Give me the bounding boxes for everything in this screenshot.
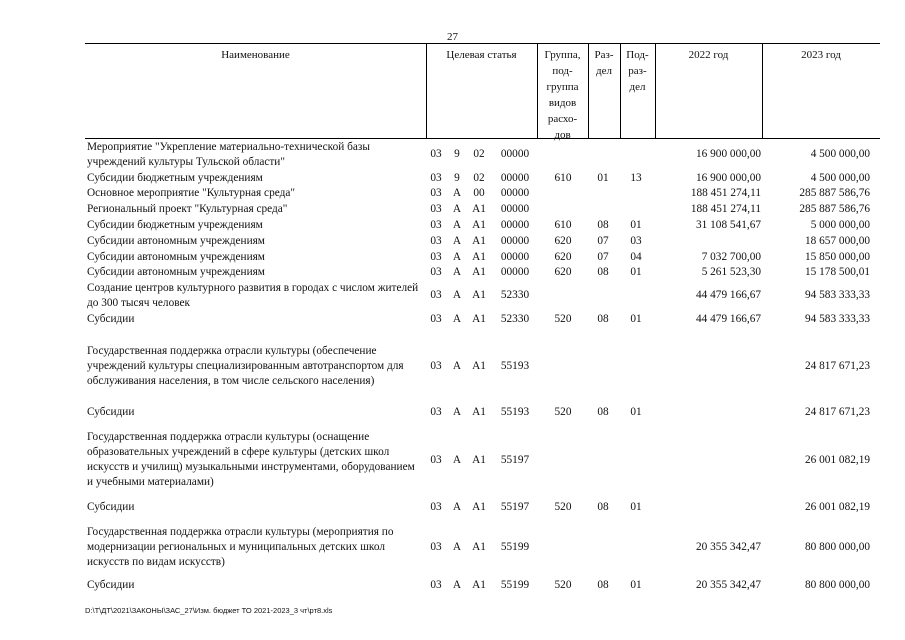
row-subsection: 01 bbox=[630, 266, 642, 278]
header-section: Раз- дел bbox=[594, 49, 614, 77]
row-name: Региональный проект "Культурная среда" bbox=[87, 203, 288, 215]
row-c3: А1 bbox=[472, 406, 486, 418]
row-subsection: 04 bbox=[630, 251, 642, 263]
row-c4: 00000 bbox=[500, 148, 530, 160]
row-subsection: 01 bbox=[630, 219, 642, 231]
row-c1: 03 bbox=[430, 187, 442, 199]
row-c4: 00000 bbox=[500, 235, 530, 247]
row-section: 08 bbox=[597, 501, 609, 513]
row-name: Субсидии bbox=[87, 501, 135, 513]
row-c3: А1 bbox=[472, 501, 486, 513]
header-group: Группа, под- группа видов расхо- дов bbox=[544, 49, 581, 141]
row-c2: 9 bbox=[454, 148, 460, 160]
row-c1: 03 bbox=[430, 313, 442, 325]
row-name: Субсидии автономным учреждениям bbox=[87, 266, 265, 278]
row-y2023: 24 817 671,23 bbox=[805, 406, 870, 418]
header-name: Наименование bbox=[221, 49, 290, 61]
row-c3: А1 bbox=[472, 203, 486, 215]
row-y2023: 5 000 000,00 bbox=[810, 219, 870, 231]
row-group: 520 bbox=[554, 579, 572, 591]
row-c3: А1 bbox=[472, 219, 486, 231]
row-c2: А bbox=[452, 251, 462, 263]
footer-path: D:\Т\ДТ\2021\ЗАКОНЫ\ЗАС_27\Изм. бюджет ТО 2021-2023_3 чт\рт8.xls bbox=[85, 606, 333, 615]
row-c2: А bbox=[452, 203, 462, 215]
table-header bbox=[85, 43, 880, 139]
row-c3: 02 bbox=[473, 172, 485, 184]
row-y2022: 7 032 700,00 bbox=[701, 251, 761, 263]
row-c1: 03 bbox=[430, 579, 442, 591]
row-group: 610 bbox=[554, 172, 572, 184]
row-y2022: 44 479 166,67 bbox=[696, 313, 761, 325]
row-section: 01 bbox=[597, 172, 609, 184]
row-c1: 03 bbox=[430, 266, 442, 278]
row-c3: А1 bbox=[472, 360, 486, 372]
row-c1: 03 bbox=[430, 235, 442, 247]
row-c4: 52330 bbox=[500, 313, 530, 325]
row-c2: А bbox=[452, 579, 462, 591]
row-y2022: 20 355 342,47 bbox=[696, 541, 761, 553]
row-y2022: 16 900 000,00 bbox=[696, 148, 761, 160]
row-c2: А bbox=[452, 289, 462, 301]
row-c3: А1 bbox=[472, 541, 486, 553]
row-c3: А1 bbox=[472, 266, 486, 278]
row-section: 07 bbox=[597, 251, 609, 263]
row-y2023: 15 178 500,01 bbox=[805, 266, 870, 278]
row-c3: А1 bbox=[472, 313, 486, 325]
row-section: 08 bbox=[597, 313, 609, 325]
row-name: Государственная поддержка отрасли культуры (оснащение образовательных учреждений в сфере культуры (детских школ искусств и училищ) музыкальными инструментами, оборудованием и учебными материалами) bbox=[87, 431, 415, 488]
row-y2023: 18 657 000,00 bbox=[805, 235, 870, 247]
row-c2: А bbox=[452, 454, 462, 466]
row-c1: 03 bbox=[430, 148, 442, 160]
header-target: Целевая статья bbox=[446, 49, 517, 61]
header-subsection: Под- раз- дел bbox=[626, 49, 649, 93]
row-group: 610 bbox=[554, 219, 572, 231]
header-2023: 2023 год bbox=[801, 49, 841, 61]
row-c1: 03 bbox=[430, 203, 442, 215]
row-y2023: 26 001 082,19 bbox=[805, 501, 870, 513]
row-y2022: 5 261 523,30 bbox=[701, 266, 761, 278]
row-c4: 00000 bbox=[500, 203, 530, 215]
row-name: Мероприятие "Укрепление материально-технической базы учреждений культуры Тульской области" bbox=[87, 141, 370, 168]
row-name: Создание центров культурного развития в городах с числом жителей до 300 тысяч человек bbox=[87, 282, 419, 309]
row-c3: А1 bbox=[472, 289, 486, 301]
row-y2022: 31 108 541,67 bbox=[696, 219, 761, 231]
row-name: Основное мероприятие "Культурная среда" bbox=[87, 187, 295, 199]
row-c4: 00000 bbox=[500, 219, 530, 231]
row-y2023: 94 583 333,33 bbox=[805, 313, 870, 325]
page-number: 27 bbox=[447, 31, 458, 43]
row-c2: А bbox=[452, 235, 462, 247]
row-name: Субсидии bbox=[87, 313, 135, 325]
row-c4: 00000 bbox=[500, 266, 530, 278]
row-group: 520 bbox=[554, 313, 572, 325]
row-c4: 52330 bbox=[500, 289, 530, 301]
row-c4: 55193 bbox=[500, 360, 530, 372]
row-y2023: 4 500 000,00 bbox=[810, 172, 870, 184]
row-name: Субсидии bbox=[87, 579, 135, 591]
row-c4: 55199 bbox=[500, 579, 530, 591]
row-c1: 03 bbox=[430, 406, 442, 418]
row-section: 08 bbox=[597, 579, 609, 591]
row-c2: А bbox=[452, 187, 462, 199]
row-c1: 03 bbox=[430, 454, 442, 466]
row-c3: А1 bbox=[472, 251, 486, 263]
row-y2022: 188 451 274,11 bbox=[690, 203, 761, 215]
row-y2023: 24 817 671,23 bbox=[805, 360, 870, 372]
row-c1: 03 bbox=[430, 289, 442, 301]
row-section: 08 bbox=[597, 406, 609, 418]
row-subsection: 01 bbox=[630, 579, 642, 591]
row-c2: 9 bbox=[454, 172, 460, 184]
row-name: Субсидии bbox=[87, 406, 135, 418]
row-section: 07 bbox=[597, 235, 609, 247]
row-section: 08 bbox=[597, 219, 609, 231]
row-y2022: 20 355 342,47 bbox=[696, 579, 761, 591]
row-c4: 55199 bbox=[500, 541, 530, 553]
row-subsection: 01 bbox=[630, 501, 642, 513]
row-y2023: 15 850 000,00 bbox=[805, 251, 870, 263]
row-subsection: 03 bbox=[630, 235, 642, 247]
row-y2022: 16 900 000,00 bbox=[696, 172, 761, 184]
row-c1: 03 bbox=[430, 501, 442, 513]
row-name: Государственная поддержка отрасли культуры (мероприятия по модернизации региональных и муниципальных детских школ искусств по видам искусств) bbox=[87, 526, 394, 568]
row-y2023: 80 800 000,00 bbox=[805, 541, 870, 553]
row-name: Субсидии автономным учреждениям bbox=[87, 235, 265, 247]
row-name: Субсидии бюджетным учреждениям bbox=[87, 219, 263, 231]
row-c3: А1 bbox=[472, 579, 486, 591]
row-c2: А bbox=[452, 541, 462, 553]
row-y2023: 285 887 586,76 bbox=[799, 187, 870, 199]
row-group: 520 bbox=[554, 406, 572, 418]
row-c1: 03 bbox=[430, 251, 442, 263]
row-c4: 55197 bbox=[500, 454, 530, 466]
row-c4: 00000 bbox=[500, 251, 530, 263]
row-c3: А1 bbox=[472, 454, 486, 466]
row-y2023: 4 500 000,00 bbox=[810, 148, 870, 160]
header-2022: 2022 год bbox=[688, 49, 729, 61]
row-c2: А bbox=[452, 501, 462, 513]
row-group: 620 bbox=[554, 266, 572, 278]
row-c1: 03 bbox=[430, 219, 442, 231]
row-y2023: 80 800 000,00 bbox=[805, 579, 870, 591]
row-c2: А bbox=[452, 313, 462, 325]
row-y2023: 285 887 586,76 bbox=[799, 203, 870, 215]
row-group: 620 bbox=[554, 251, 572, 263]
row-c2: А bbox=[452, 266, 462, 278]
row-c2: А bbox=[452, 406, 462, 418]
row-y2022: 188 451 274,11 bbox=[690, 187, 761, 199]
row-c1: 03 bbox=[430, 172, 442, 184]
row-subsection: 13 bbox=[630, 172, 642, 184]
row-name: Субсидии бюджетным учреждениям bbox=[87, 172, 263, 184]
row-c3: 02 bbox=[473, 148, 485, 160]
row-c4: 55197 bbox=[500, 501, 530, 513]
row-subsection: 01 bbox=[630, 406, 642, 418]
row-y2023: 94 583 333,33 bbox=[805, 289, 870, 301]
row-c4: 55193 bbox=[500, 406, 530, 418]
row-name: Государственная поддержка отрасли культуры (обеспечение учреждений культуры специализированным автотранспортом для обслуживания населения, в том числе сельского населения) bbox=[87, 345, 404, 387]
row-c2: А bbox=[452, 360, 462, 372]
row-c3: 00 bbox=[473, 187, 485, 199]
row-group: 620 bbox=[554, 235, 572, 247]
row-y2023: 26 001 082,19 bbox=[805, 454, 870, 466]
row-c1: 03 bbox=[430, 360, 442, 372]
row-c3: А1 bbox=[472, 235, 486, 247]
row-subsection: 01 bbox=[630, 313, 642, 325]
row-c2: А bbox=[452, 219, 462, 231]
row-c4: 00000 bbox=[500, 187, 530, 199]
row-group: 520 bbox=[554, 501, 572, 513]
row-c1: 03 bbox=[430, 541, 442, 553]
row-name: Субсидии автономным учреждениям bbox=[87, 251, 265, 263]
row-section: 08 bbox=[597, 266, 609, 278]
row-c4: 00000 bbox=[500, 172, 530, 184]
row-y2022: 44 479 166,67 bbox=[696, 289, 761, 301]
